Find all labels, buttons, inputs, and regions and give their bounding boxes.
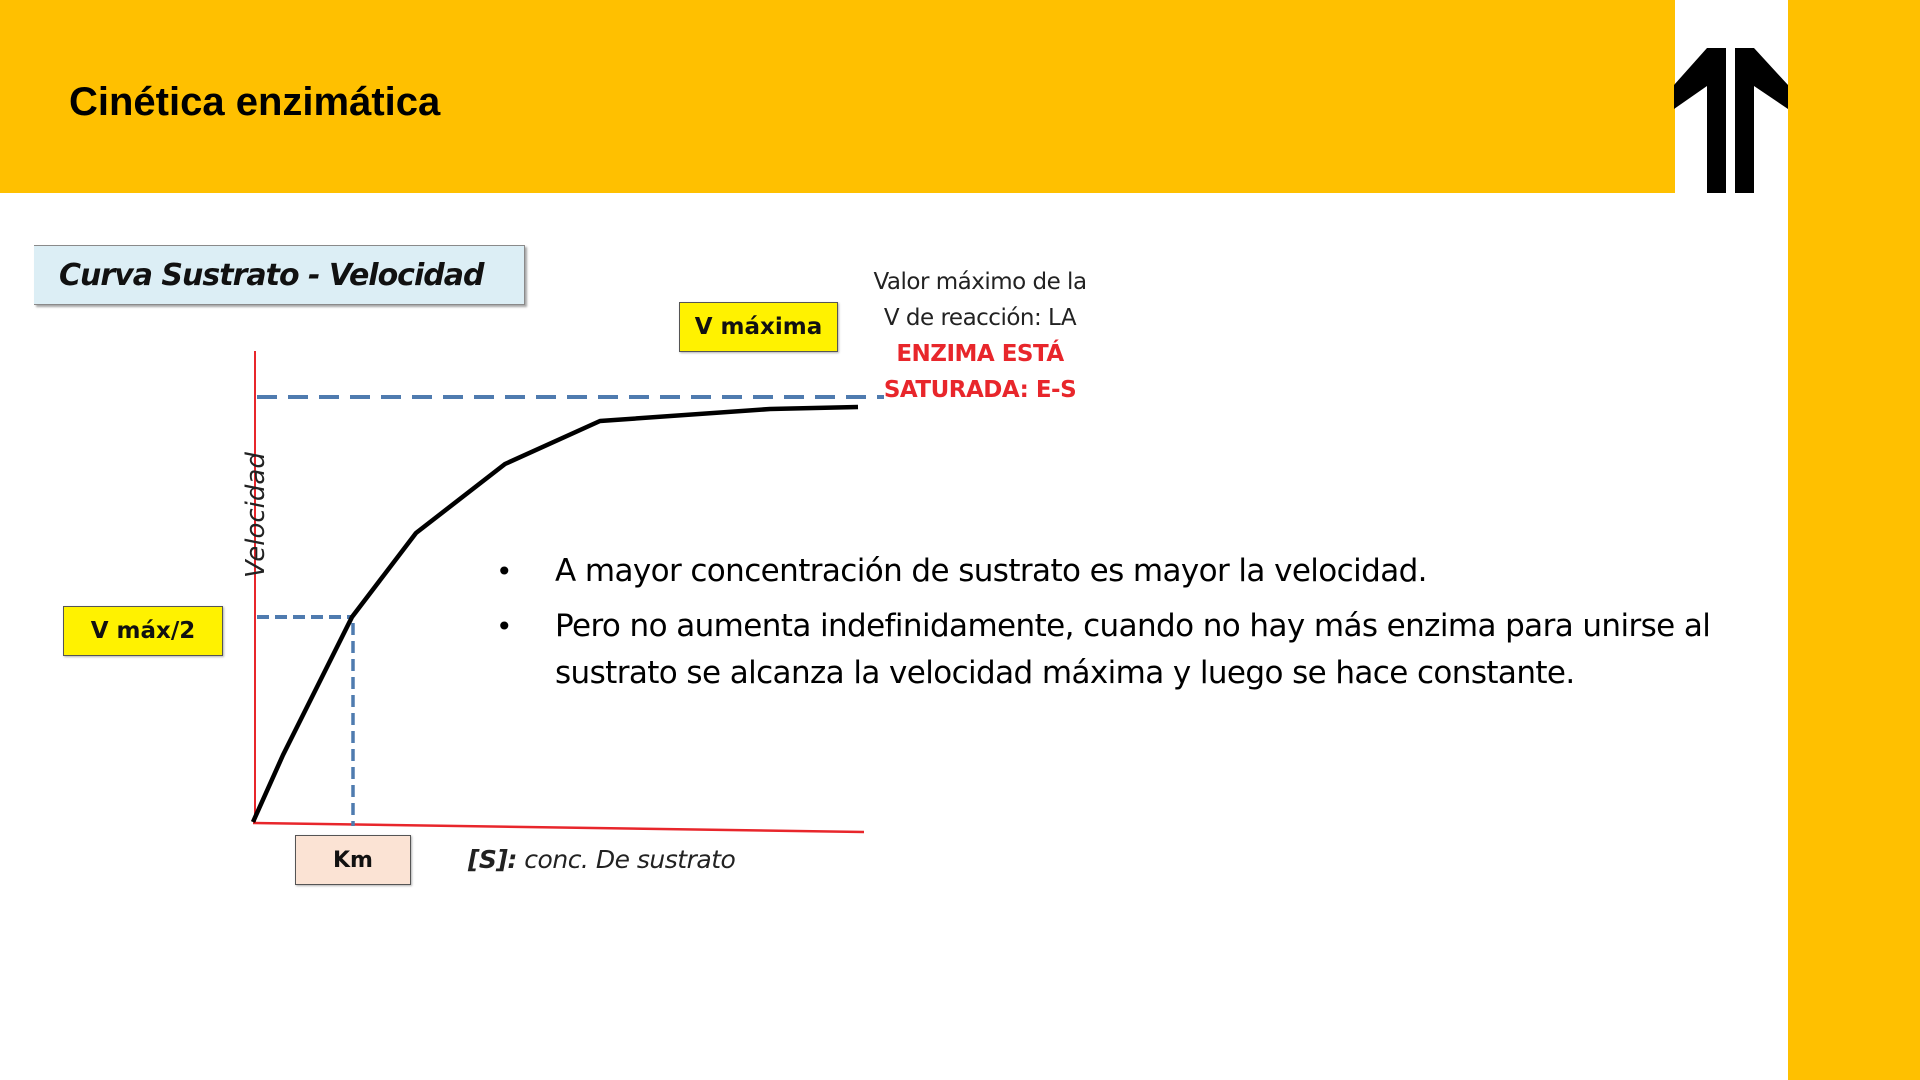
bullet-text: A mayor concentración de sustrato es mayor la velocidad.: [555, 553, 1427, 589]
note-line-2: V de reacción: LA: [883, 305, 1077, 331]
diagram-title: Curva Sustrato - Velocidad: [59, 257, 484, 293]
vmax-half-label: V máx/2: [63, 606, 223, 656]
bullet-text: Pero no aumenta indefinidamente, cuando no hay más enzima para unirse al sustrato se alcanza la velocidad máxima y luego se hace constante.: [555, 608, 1711, 691]
slide-title: Cinética enzimática: [69, 80, 441, 124]
y-axis-label: Velocidad: [241, 452, 271, 578]
note-red-line-1: ENZIMA ESTÁ: [896, 341, 1064, 367]
saturation-note: [840, 264, 1120, 408]
km-label: Km: [295, 835, 411, 885]
x-axis: [253, 823, 864, 832]
x-axis-label-bold: [S]:: [468, 845, 517, 874]
bullet-dot-icon: •: [496, 610, 512, 643]
note-red-line-2: SATURADA: E-S: [883, 377, 1077, 403]
bullet-item: [496, 548, 1796, 595]
note-line-1: Valor máximo de la: [873, 269, 1087, 295]
x-axis-label: [468, 845, 735, 874]
vmax-label: V máxima: [679, 302, 838, 352]
bullet-dot-icon: •: [496, 555, 512, 588]
bullet-item: [496, 603, 1796, 697]
x-axis-label-rest: conc. De sustrato: [516, 845, 736, 874]
bullet-list: [496, 548, 1796, 705]
